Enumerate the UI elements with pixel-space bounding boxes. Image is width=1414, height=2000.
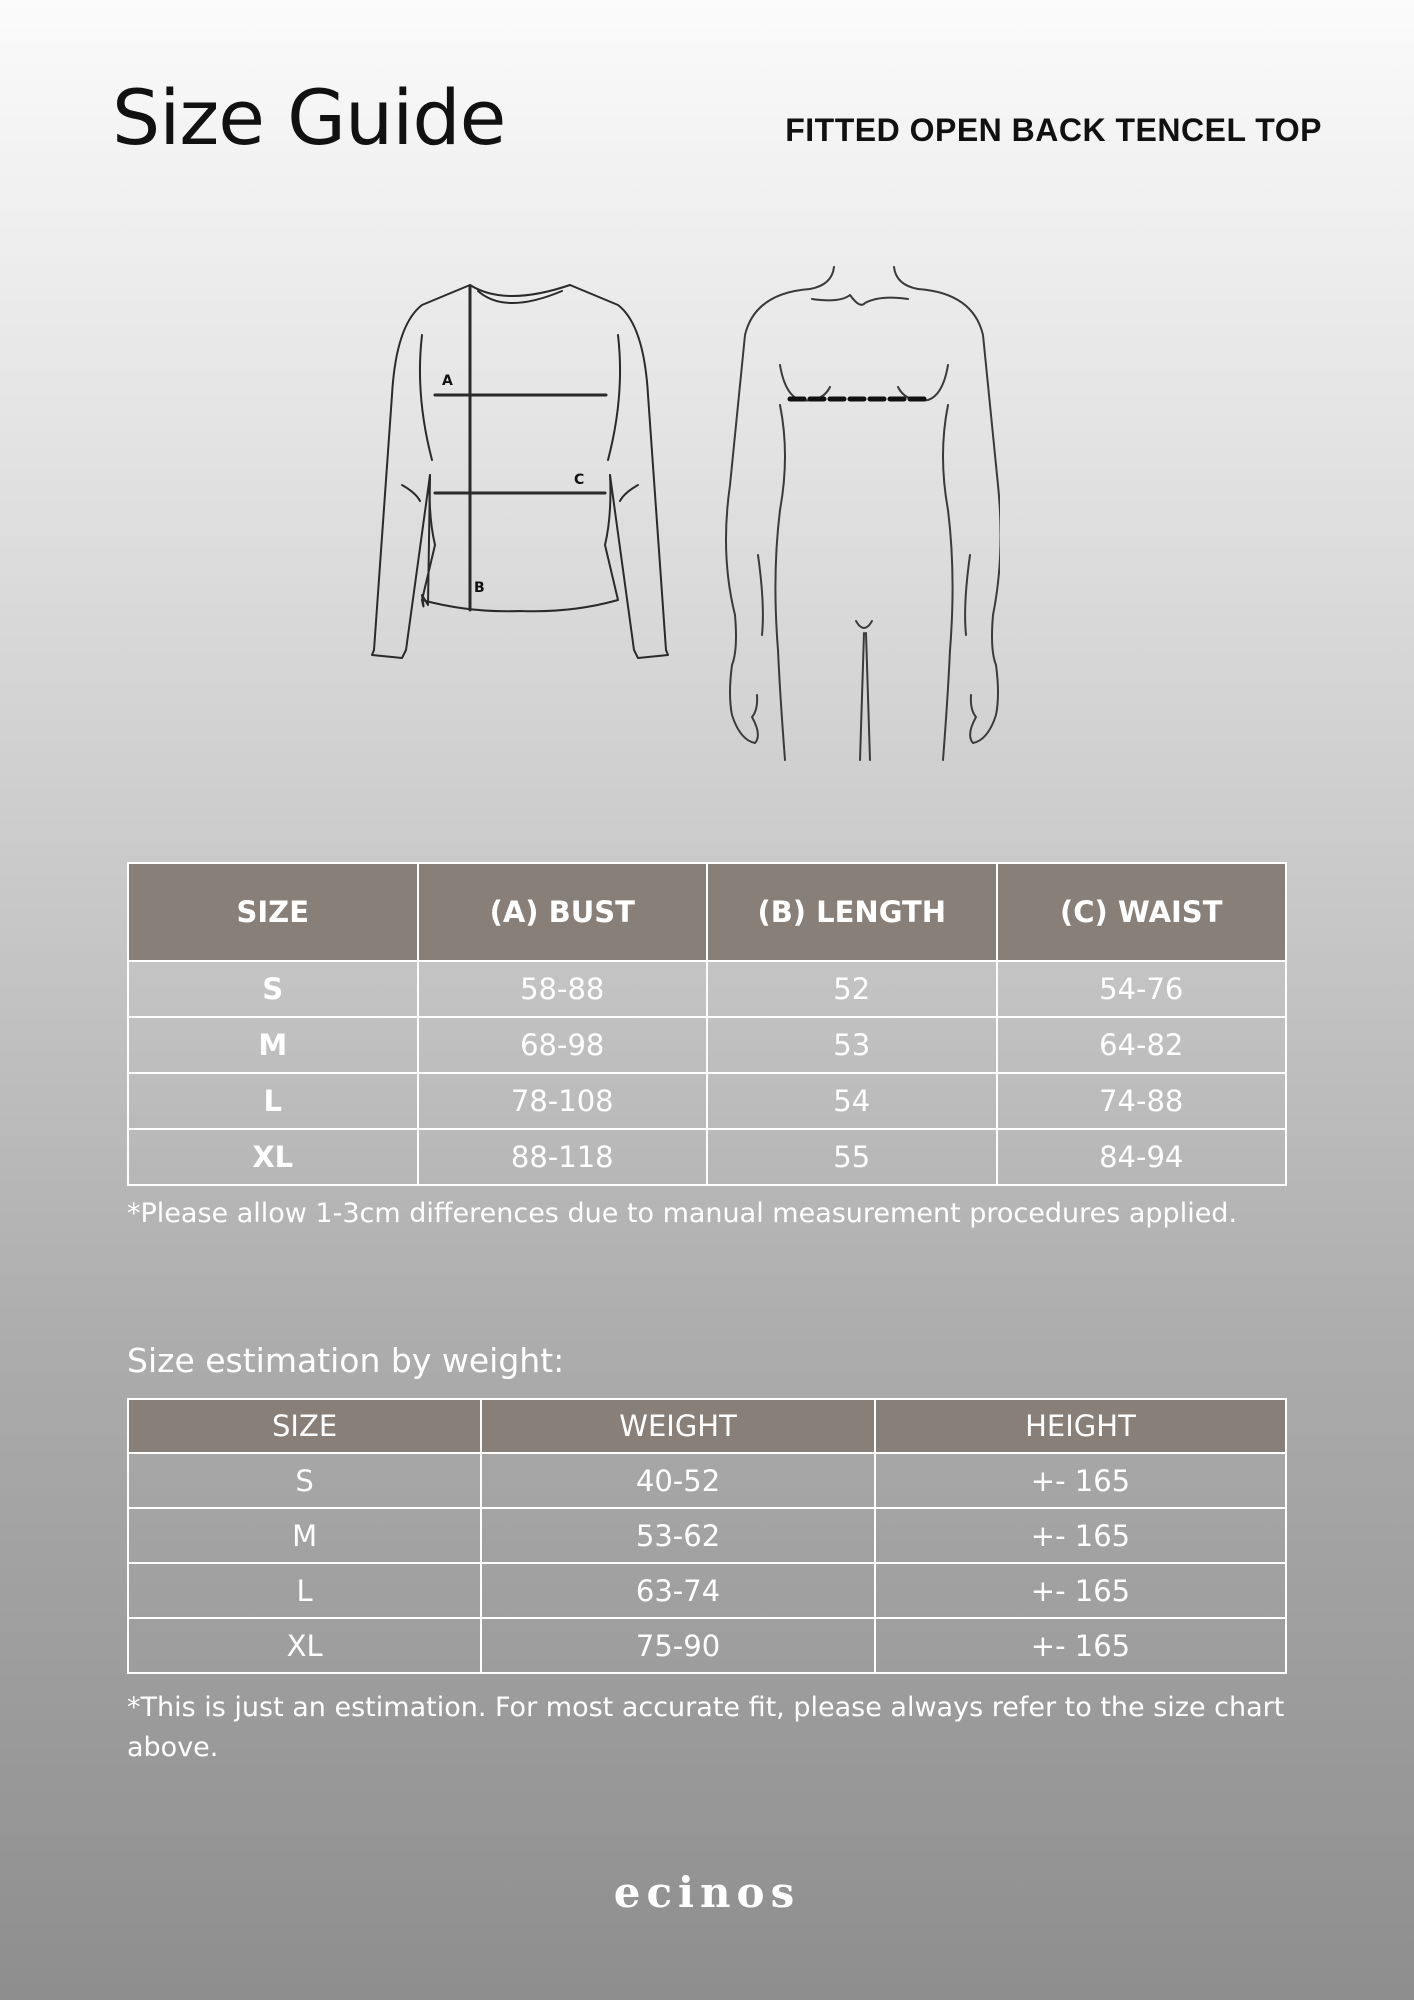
height-cell: +- 165 xyxy=(875,1618,1286,1673)
bust-cell: 78-108 xyxy=(418,1073,708,1129)
waist-cell: 74-88 xyxy=(997,1073,1287,1129)
column-header: (C) WAIST xyxy=(997,863,1287,961)
table-row xyxy=(128,1017,1286,1073)
brand-logo: ecinos xyxy=(613,1868,801,1917)
weight-cell: 75-90 xyxy=(481,1618,875,1673)
label-a: A xyxy=(442,373,453,389)
column-header: (B) LENGTH xyxy=(707,863,997,961)
bust-cell: 88-118 xyxy=(418,1129,708,1185)
waist-cell: 54-76 xyxy=(997,961,1287,1017)
table-row xyxy=(128,1618,1286,1673)
size-cell: S xyxy=(128,1453,481,1508)
measurement-note: *Please allow 1-3cm differences due to manual measurement procedures applied. xyxy=(127,1198,1238,1229)
column-header: (A) BUST xyxy=(418,863,708,961)
size-cell: XL xyxy=(128,1618,481,1673)
weight-chart-table xyxy=(127,1398,1287,1674)
column-header: SIZE xyxy=(128,863,418,961)
page-title: Size Guide xyxy=(112,73,506,162)
table-row xyxy=(128,961,1286,1017)
waist-cell: 84-94 xyxy=(997,1129,1287,1185)
estimation-note: *This is just an estimation. For most accurate fit, please always refer to the size chart above. xyxy=(127,1692,1285,1763)
bust-cell: 68-98 xyxy=(418,1017,708,1073)
size-cell: L xyxy=(128,1563,481,1618)
table-row xyxy=(128,1508,1286,1563)
garment-illustration xyxy=(360,255,1000,775)
size-chart-table xyxy=(127,862,1287,1186)
size-cell: S xyxy=(128,961,418,1017)
product-name: FITTED OPEN BACK TENCEL TOP xyxy=(785,112,1322,148)
table-row xyxy=(128,1129,1286,1185)
weight-cell: 40-52 xyxy=(481,1453,875,1508)
column-header: HEIGHT xyxy=(875,1399,1286,1453)
table-header-row xyxy=(128,863,1286,961)
table-row xyxy=(128,1073,1286,1129)
body-figure-drawing xyxy=(726,267,1000,760)
column-header: WEIGHT xyxy=(481,1399,875,1453)
table-row xyxy=(128,1453,1286,1508)
height-cell: +- 165 xyxy=(875,1563,1286,1618)
label-c: B xyxy=(474,580,485,596)
size-cell: L xyxy=(128,1073,418,1129)
bust-cell: 58-88 xyxy=(418,961,708,1017)
waist-cell: 64-82 xyxy=(997,1017,1287,1073)
weight-cell: 53-62 xyxy=(481,1508,875,1563)
column-header: SIZE xyxy=(128,1399,481,1453)
table-row xyxy=(128,1563,1286,1618)
label-b: C xyxy=(574,472,585,488)
length-cell: 54 xyxy=(707,1073,997,1129)
weight-section-title: Size estimation by weight: xyxy=(127,1341,565,1380)
size-cell: XL xyxy=(128,1129,418,1185)
height-cell: +- 165 xyxy=(875,1453,1286,1508)
length-cell: 53 xyxy=(707,1017,997,1073)
length-cell: 55 xyxy=(707,1129,997,1185)
weight-cell: 63-74 xyxy=(481,1563,875,1618)
length-cell: 52 xyxy=(707,961,997,1017)
size-cell: M xyxy=(128,1017,418,1073)
height-cell: +- 165 xyxy=(875,1508,1286,1563)
long-sleeve-top-drawing xyxy=(372,285,668,658)
size-cell: M xyxy=(128,1508,481,1563)
table-header-row xyxy=(128,1399,1286,1453)
